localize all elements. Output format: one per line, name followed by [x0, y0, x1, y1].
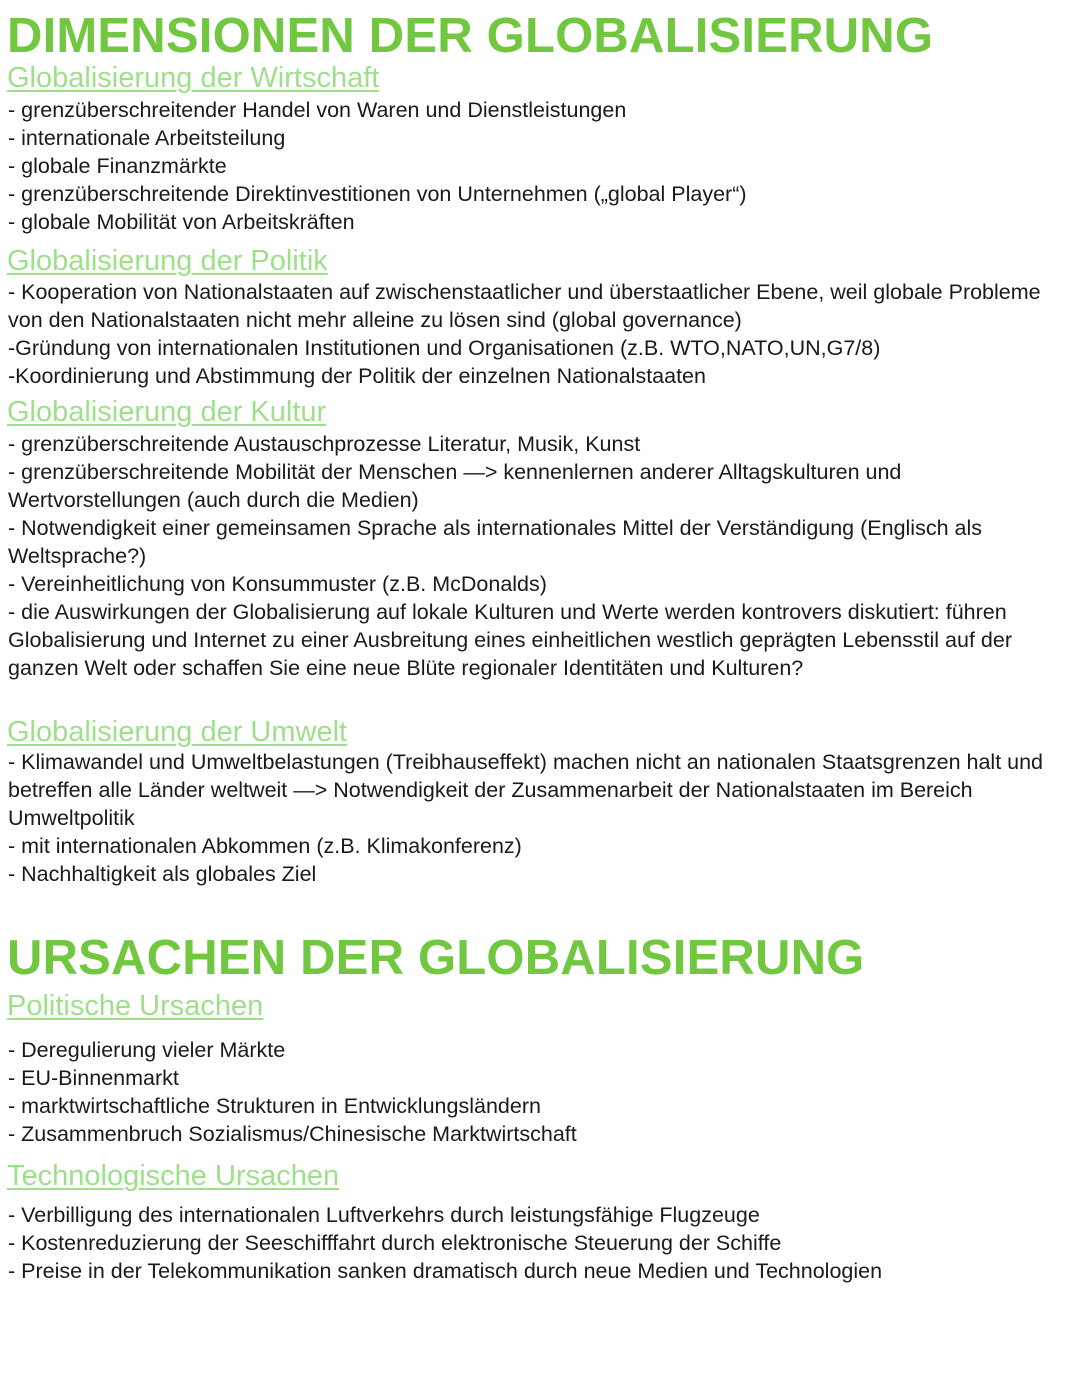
heading-technologische-ursachen: Technologische Ursachen: [7, 1160, 340, 1192]
list-item: - grenzüberschreitende Austauschprozesse Literatur, Musik, Kunst: [8, 432, 641, 456]
list-item: - Deregulierung vieler Märkte: [8, 1038, 286, 1062]
list-item: - die Auswirkungen der Globalisierung auf lokale Kulturen und Werte werden kontrovers diskutiert: führen Globalisierung und Internet zu einer Ausbreitung eines einheitlichen westlich geprägten Lebensstil auf der ganzen Welt oder schaffen Sie eine neue Blüte regionaler Identitäten und Kulturen?: [8, 600, 1012, 680]
list-item: - Klimawandel und Umweltbelastungen (Treibhauseffekt) machen nicht an nationalen Staatsgrenzen halt und betreffen alle Länder weltweit —> Notwendigkeit der Zusammenarbeit der Nationalstaaten im Bereich Umweltpolitik: [8, 750, 1044, 830]
ursachen-title: URSACHEN DER GLOBALISIERUNG: [7, 931, 865, 985]
heading-politische-ursachen: Politische Ursachen: [7, 990, 264, 1022]
list-technologische-ursachen: [8, 1201, 1068, 1285]
list-item: - globale Mobilität von Arbeitskräften: [8, 210, 355, 234]
list-item: - Preise in der Telekommunikation sanken dramatisch durch neue Medien und Technologien: [8, 1259, 883, 1283]
list-politik: [8, 278, 1068, 390]
list-item: - globale Finanzmärkte: [8, 154, 227, 178]
list-item: - Vereinheitlichung von Konsummuster (z.B. McDonalds): [8, 572, 547, 596]
list-item: - Nachhaltigkeit als globales Ziel: [8, 862, 317, 886]
list-item: - Zusammenbruch Sozialismus/Chinesische Marktwirtschaft: [8, 1122, 577, 1146]
list-item: - EU-Binnenmarkt: [8, 1066, 179, 1090]
list-wirtschaft: [8, 96, 1068, 236]
list-item: -Koordinierung und Abstimmung der Politik der einzelnen Nationalstaaten: [8, 364, 706, 388]
heading-kultur: Globalisierung der Kultur: [7, 396, 327, 428]
list-kultur: [8, 430, 1068, 682]
list-politische-ursachen: [8, 1036, 1068, 1148]
dimensions-title: DIMENSIONEN DER GLOBALISIERUNG: [7, 9, 934, 63]
heading-umwelt: Globalisierung der Umwelt: [7, 716, 348, 748]
heading-politik: Globalisierung der Politik: [7, 245, 328, 277]
list-item: - Verbilligung des internationalen Luftverkehrs durch leistungsfähige Flugzeuge: [8, 1203, 760, 1227]
list-item: - Notwendigkeit einer gemeinsamen Sprache als internationales Mittel der Verständigung (Englisch als Weltsprache?): [8, 516, 982, 568]
list-item: - internationale Arbeitsteilung: [8, 126, 286, 150]
list-item: - Kostenreduzierung der Seeschifffahrt durch elektronische Steuerung der Schiffe: [8, 1231, 782, 1255]
list-item: - mit internationalen Abkommen (z.B. Klimakonferenz): [8, 834, 522, 858]
list-umwelt: [8, 748, 1068, 888]
list-item: - grenzüberschreitender Handel von Waren und Dienstleistungen: [8, 98, 627, 122]
list-item: - Kooperation von Nationalstaaten auf zwischenstaatlicher und überstaatlicher Ebene, weil globale Probleme von den Nationalstaaten nicht mehr alleine zu lösen sind (global governance): [8, 280, 1041, 332]
list-item: - grenzüberschreitende Mobilität der Menschen —> kennenlernen anderer Alltagskulturen und Wertvorstellungen (auch durch die Medien): [8, 460, 902, 512]
list-item: - grenzüberschreitende Direktinvestitionen von Unternehmen („global Player“): [8, 182, 747, 206]
list-item: -Gründung von internationalen Institutionen und Organisationen (z.B. WTO,NATO,UN,G7/8): [8, 336, 881, 360]
heading-wirtschaft: Globalisierung der Wirtschaft: [7, 62, 380, 94]
list-item: - marktwirtschaftliche Strukturen in Entwicklungsländern: [8, 1094, 541, 1118]
